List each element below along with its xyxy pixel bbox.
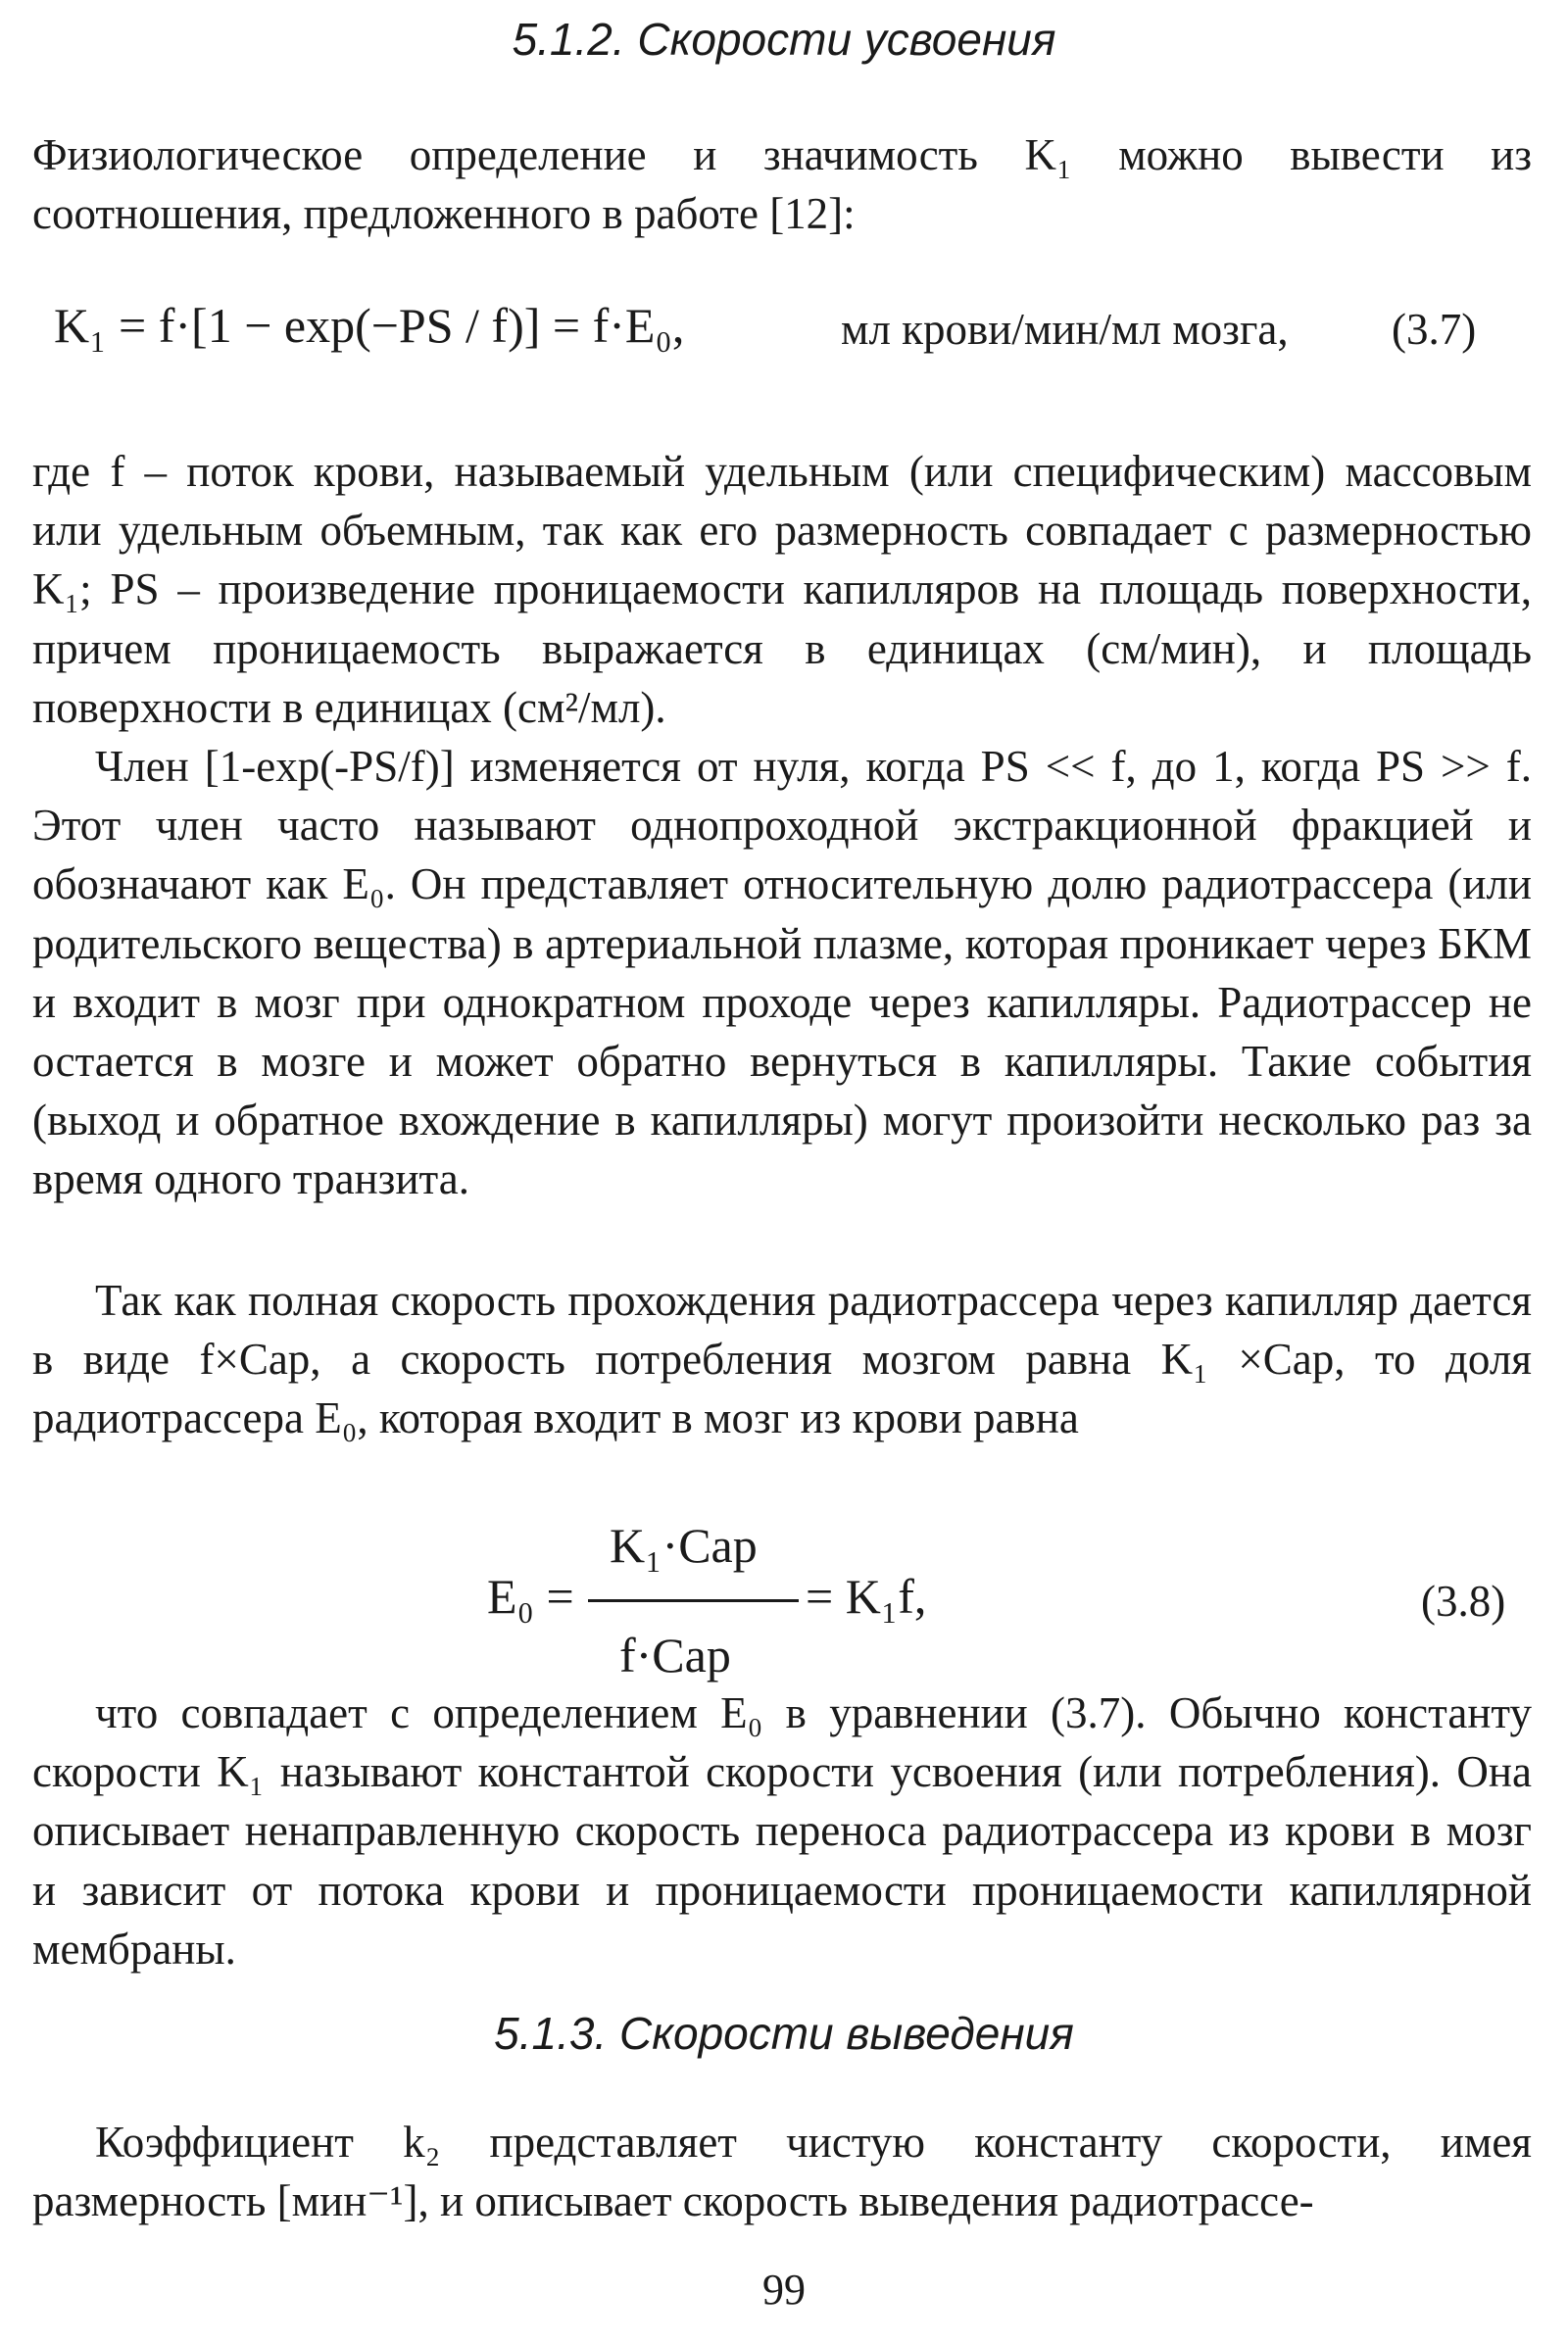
paragraph-extraction-fraction: Член [1-exp(-PS/f)] изменяется от нуля, когда PS << f, до 1, когда PS >> f. Этот член часто называют однопроходной экстракционной фракцией и обозначают как E₀. Он представляет относительную долю радиотрассера (или родительского вещества) в артериальной плазме, которая проникает через БКМ и входит в мозг при однократном проходе через капилляры. Радиотрассер не остается в мозге и может обратно вернуться в капилляры. Такие события (выход и обратное вхождение в капилляры) могут произойти несколько раз за время одного транзита. — [32, 742, 1532, 1204]
equation-3-7-number: (3.7) — [1392, 305, 1477, 354]
section-heading-5-1-2: 5.1.2. Скорости усвоения — [512, 14, 1056, 65]
paragraph-rate-derivation: Так как полная скорость прохождения радиотрассера через капилляр дается в виде f×Cap, а скорость потребления мозгом равна K₁ ×Cap, то доля радиотрассера E₀, которая входит в мозг из крови равна — [32, 1276, 1532, 1443]
paragraph-intro: Физиологическое определение и значимость K₁ можно вывести из соотношения, предложенного в работе [12]: — [32, 130, 1532, 239]
paragraph-k2-coefficient: Коэффициент k₂ представляет чистую константу скорости, имея размерность [мин⁻¹], и описывает скорость выведения радиотрассе- — [32, 2118, 1532, 2226]
paragraph-uptake-constant: что совпадает с определением E₀ в уравнении (3.7). Обычно константу скорости K₁ называют константой скорости усвоения (или потребления). Она описывает ненаправленную скорость переноса радиотрассера из крови в мозг и зависит от потока крови и проницаемости проницаемости капиллярной мембраны. — [32, 1688, 1532, 1974]
equation-3-8-denominator: f·Cap — [619, 1628, 731, 1683]
equation-3-8-rhs: = K₁f, — [806, 1569, 927, 1624]
equation-3-7-formula: K₁ = f·[1 − exp(−PS / f)] = f·E₀, — [54, 298, 685, 353]
equation-3-8-number: (3.8) — [1421, 1577, 1506, 1626]
equation-3-8-numerator: K₁·Cap — [610, 1518, 758, 1573]
equation-3-8-lhs: E₀ = — [487, 1569, 574, 1624]
paragraph-definitions: где f – поток крови, называемый удельным (или специфическим) массовым или удельным объемным, так как его размерность совпадает с размерностью K₁; PS – произведение проницаемости капилляров на площадь поверхности, причем проницаемость выражается в единицах (см/мин), и площадь поверхности в единицах (см²/мл). — [32, 447, 1532, 732]
page-number: 99 — [762, 2266, 806, 2314]
section-heading-5-1-3: 5.1.3. Скорости выведения — [494, 2008, 1074, 2059]
equation-3-7-units: мл крови/мин/мл мозга, — [841, 305, 1289, 354]
fraction-bar — [588, 1599, 799, 1602]
